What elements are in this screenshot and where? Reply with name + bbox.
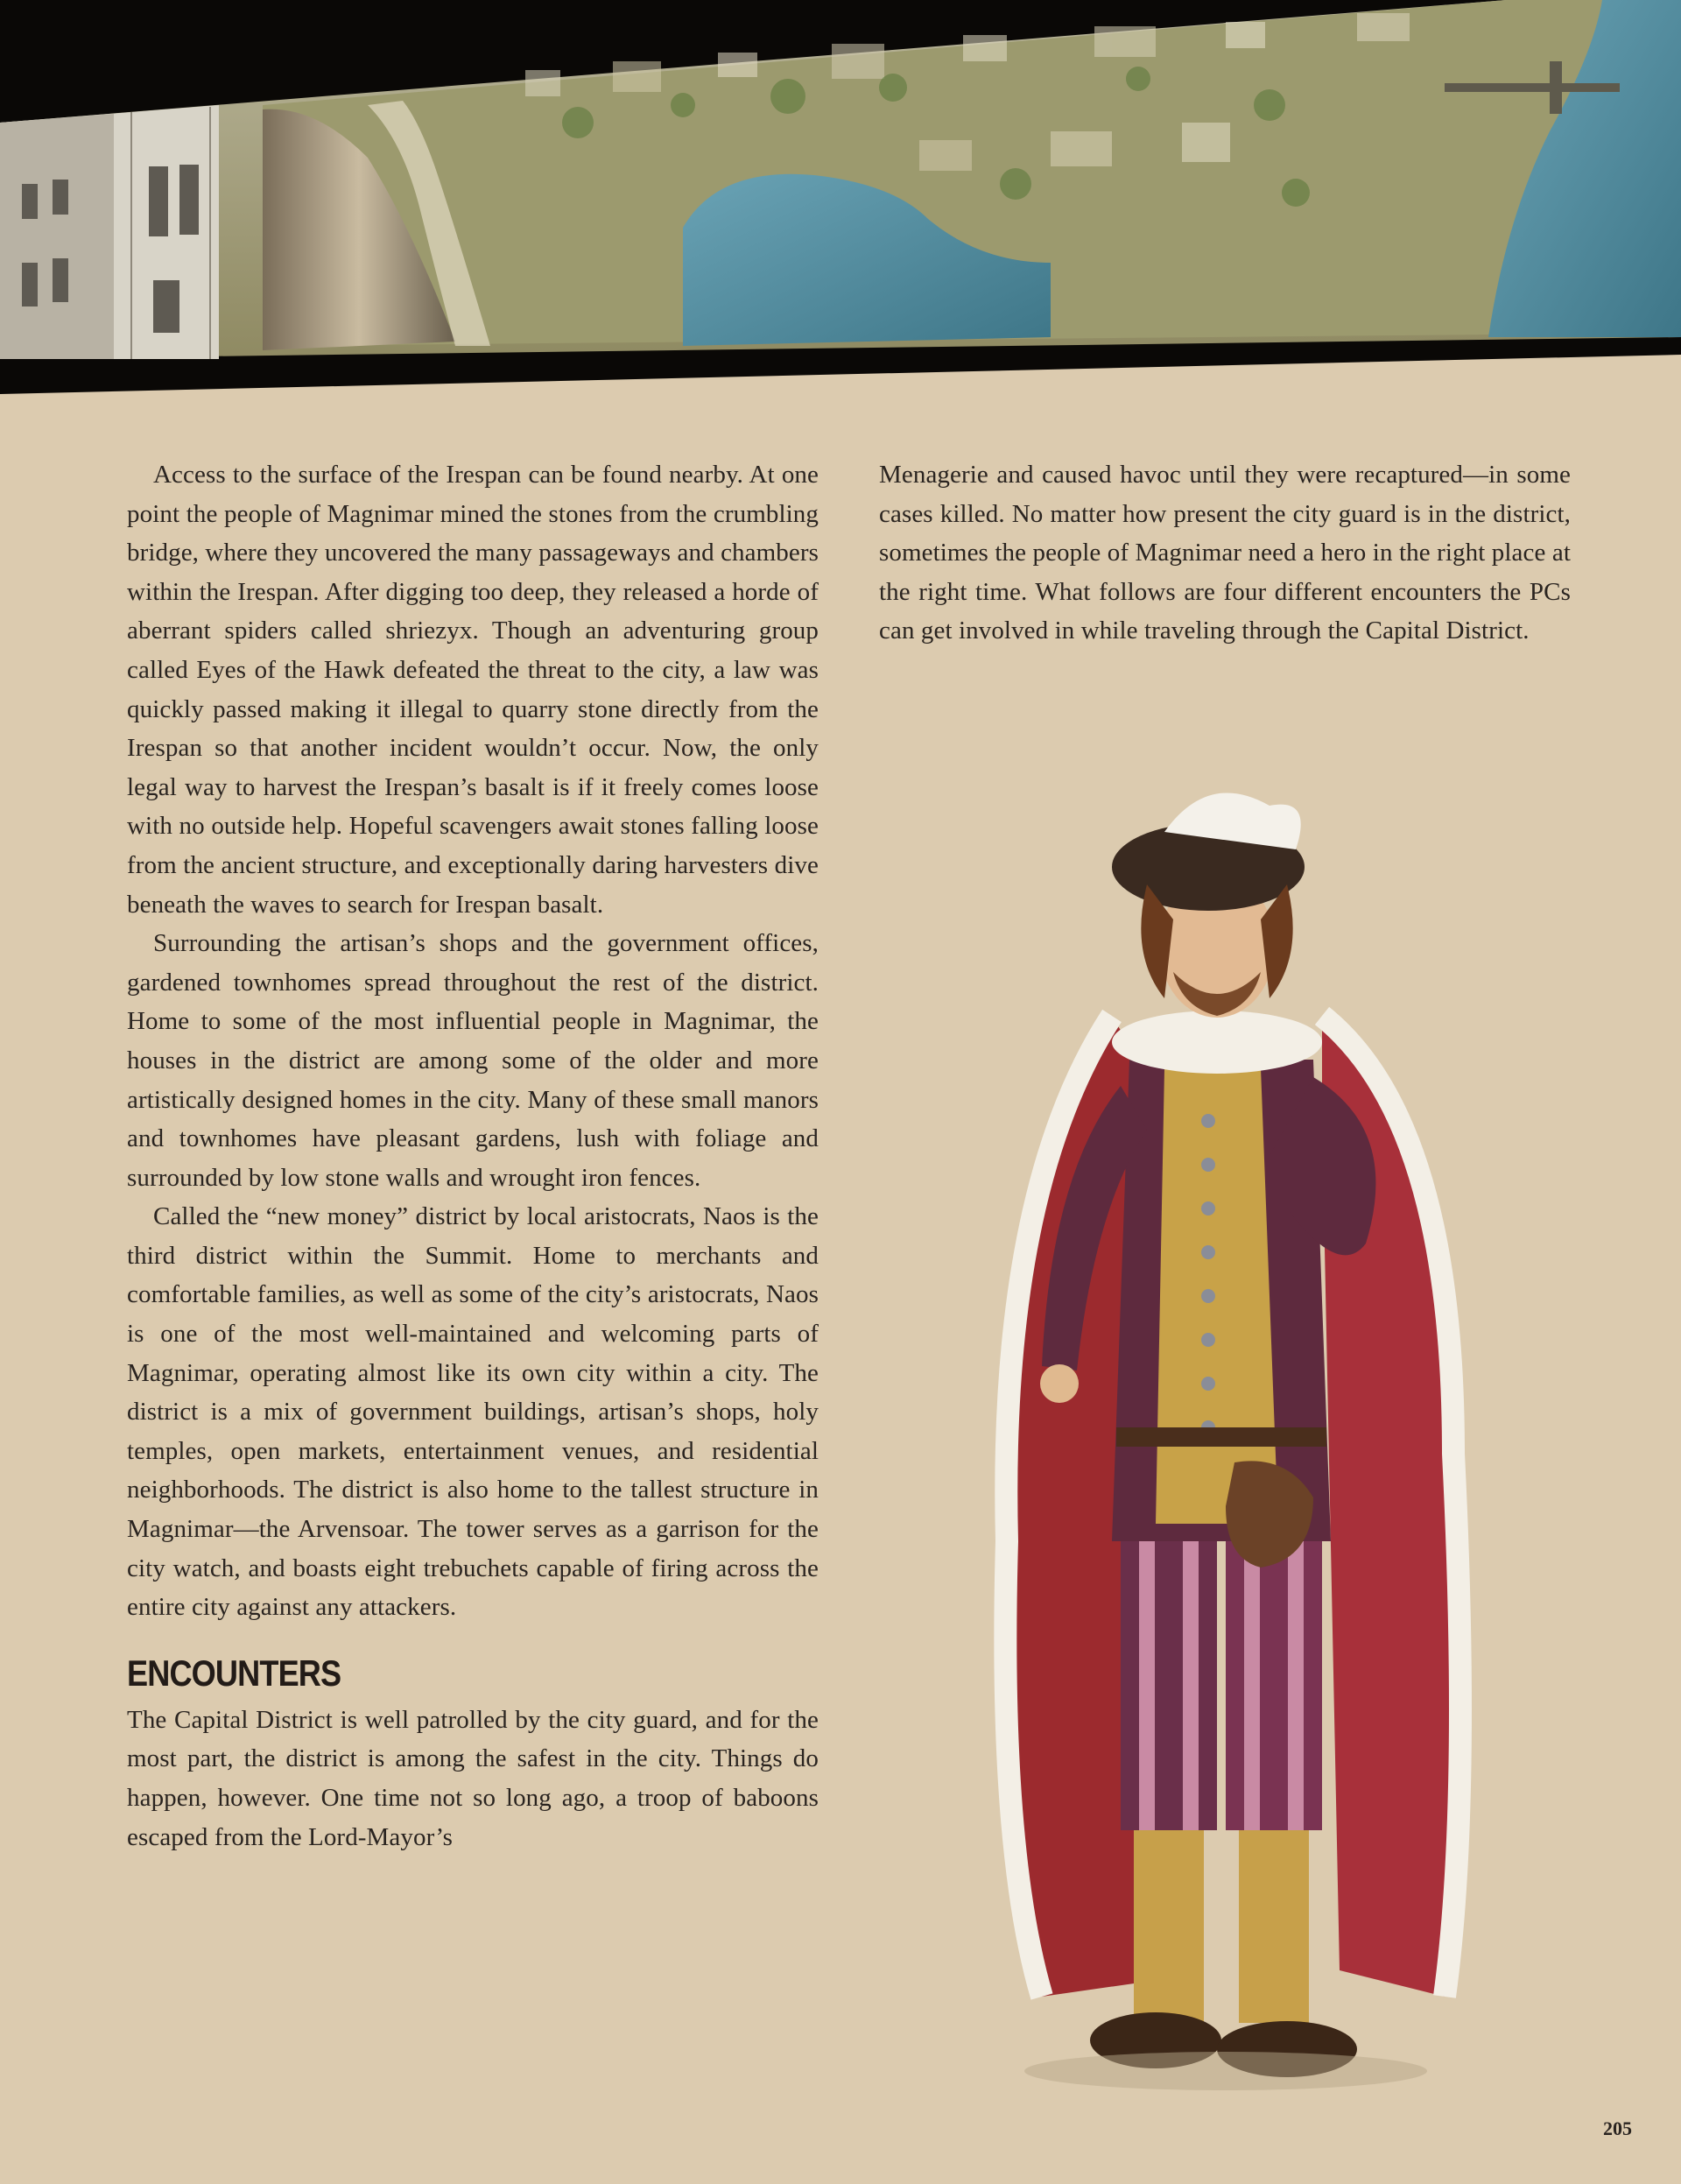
city-panorama-illustration <box>0 0 1681 394</box>
page-number: 205 <box>1603 2117 1632 2139</box>
paragraph-irespan: Access to the surface of the Irespan can be found nearby. At one point the people of Magnimar mined the stones from the crumbling bridge, where they uncovered the many passageways and chambers within the Irespan. After digging too deep, they released a horde of aberrant spiders called shriezyx. Though an adventuring group called Eyes of the Hawk defeated the threat to the city, a law was quickly passed making it illegal to quarry stone directly from the Irespan so that another incident wouldn’t occur. Now, the only legal way to harvest the Irespan’s basalt is if it freely comes loose with no outside help. Hopeful scavengers await stones falling loose from the ancient structure, and exceptionally daring harvesters dive beneath the waves to search for Irespan basalt. <box>127 461 819 919</box>
right-text-column <box>879 455 1571 651</box>
city-panorama-banner <box>0 0 1681 394</box>
paragraph-encounters-intro: The Capital District is well patrolled by the city guard, and for the most part, the district is among the safest in the city. Things do happen, however. One time not so long ago, a troop of baboons escaped from the Lord-Mayor’s <box>127 1705 819 1851</box>
paragraph-townhomes: Surrounding the artisan’s shops and the government offices, gardened townhomes spread throughout the rest of the district. Home to some of the most influential people in Magnimar, the houses in the district are among some of the older and more artistically designed homes in the city. Many of these small manors and townhomes have pleasant gardens, lush with foliage and surrounded by low stone walls and wrought iron fences. <box>127 929 819 1192</box>
paragraph-encounters-continued: Menagerie and caused havoc until they were recaptured—in some cases killed. No matter how present the city guard is in the district, sometimes the people of Magnimar need a hero in the right place at the right time. What follows are four different encounters the PCs can get involved in while traveling through the Capital District. <box>879 461 1571 645</box>
encounters-heading: ENCOUNTERS <box>127 1652 341 1694</box>
nobleman-figure <box>946 753 1541 2128</box>
left-text-column <box>127 455 819 1856</box>
paragraph-naos: Called the “new money” district by local aristocrats, Naos is the third district within the Summit. Home to merchants and comfortable families, as well as some of the city’s aristocrats, Naos is one of the most well-maintained and welcoming parts of Magnimar, operating almost like its own city within a city. The district is a mix of government buildings, artisan’s shops, holy temples, open markets, entertainment venues, and residential neighborhoods. The district is also home to the tallest structure in Magnimar—the Arvensoar. The tower serves as a garrison for the city watch, and boasts eight trebuchets capable of firing across the entire city against any attackers. <box>127 1202 819 1622</box>
nobleman-character-illustration <box>946 753 1541 2128</box>
